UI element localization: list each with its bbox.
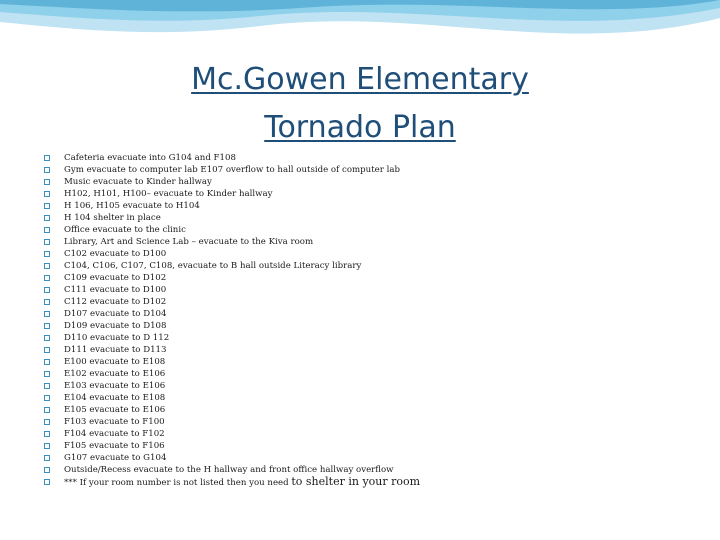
title-line-1: Mc.Gowen Elementary — [191, 62, 529, 97]
square-bullet-icon — [44, 263, 50, 269]
square-bullet-icon — [44, 371, 50, 377]
square-bullet-icon — [44, 431, 50, 437]
square-bullet-icon — [44, 467, 50, 473]
list-item: Outside/Recess evacuate to the H hallway and front office hallway overflow — [44, 464, 704, 476]
list-item: D111 evacuate to D113 — [44, 344, 704, 356]
square-bullet-icon — [44, 299, 50, 305]
header-wave-decoration — [0, 0, 720, 60]
square-bullet-icon — [44, 287, 50, 293]
list-item: D110 evacuate to D 112 — [44, 332, 704, 344]
list-item: Library, Art and Science Lab – evacuate to the Kiva room — [44, 236, 704, 248]
square-bullet-icon — [44, 191, 50, 197]
square-bullet-icon — [44, 383, 50, 389]
square-bullet-icon — [44, 395, 50, 401]
title-line-2: Tornado Plan — [264, 110, 456, 145]
list-item-note — [44, 476, 704, 488]
list-item: H 106, H105 evacuate to H104 — [44, 200, 704, 212]
square-bullet-icon — [44, 311, 50, 317]
list-item: H102, H101, H100– evacuate to Kinder hallway — [44, 188, 704, 200]
square-bullet-icon — [44, 443, 50, 449]
square-bullet-icon — [44, 347, 50, 353]
list-item: D107 evacuate to D104 — [44, 308, 704, 320]
list-item: Office evacuate to the clinic — [44, 224, 704, 236]
square-bullet-icon — [44, 323, 50, 329]
square-bullet-icon — [44, 203, 50, 209]
note-emphasis: to shelter in your room — [291, 475, 421, 488]
list-item: C111 evacuate to D100 — [44, 284, 704, 296]
square-bullet-icon — [44, 251, 50, 257]
list-item: C112 evacuate to D102 — [44, 296, 704, 308]
list-item: D109 evacuate to D108 — [44, 320, 704, 332]
note-prefix: *** If your room number is not listed then you need — [64, 478, 292, 488]
square-bullet-icon — [44, 275, 50, 281]
list-item: F105 evacuate to F106 — [44, 440, 704, 452]
square-bullet-icon — [44, 167, 50, 173]
square-bullet-icon — [44, 227, 50, 233]
list-item: E102 evacuate to E106 — [44, 368, 704, 380]
square-bullet-icon — [44, 239, 50, 245]
square-bullet-icon — [44, 479, 50, 485]
square-bullet-icon — [44, 419, 50, 425]
list-item: E105 evacuate to E106 — [44, 404, 704, 416]
list-item: C109 evacuate to D102 — [44, 272, 704, 284]
square-bullet-icon — [44, 359, 50, 365]
list-item: C102 evacuate to D100 — [44, 248, 704, 260]
square-bullet-icon — [44, 335, 50, 341]
square-bullet-icon — [44, 155, 50, 161]
square-bullet-icon — [44, 215, 50, 221]
list-item: Gym evacuate to computer lab E107 overflow to hall outside of computer lab — [44, 164, 704, 176]
list-item: Music evacuate to Kinder hallway — [44, 176, 704, 188]
evacuation-list — [44, 152, 704, 488]
list-item: F104 evacuate to F102 — [44, 428, 704, 440]
square-bullet-icon — [44, 179, 50, 185]
square-bullet-icon — [44, 455, 50, 461]
list-item: E103 evacuate to E106 — [44, 380, 704, 392]
list-item: C104, C106, C107, C108, evacuate to B hall outside Literacy library — [44, 260, 704, 272]
list-item: Cafeteria evacuate into G104 and F108 — [44, 152, 704, 164]
square-bullet-icon — [44, 407, 50, 413]
list-item: E100 evacuate to E108 — [44, 356, 704, 368]
list-item: H 104 shelter in place — [44, 212, 704, 224]
list-item: E104 evacuate to E108 — [44, 392, 704, 404]
list-item: G107 evacuate to G104 — [44, 452, 704, 464]
page-title — [0, 56, 720, 152]
list-item: F103 evacuate to F100 — [44, 416, 704, 428]
